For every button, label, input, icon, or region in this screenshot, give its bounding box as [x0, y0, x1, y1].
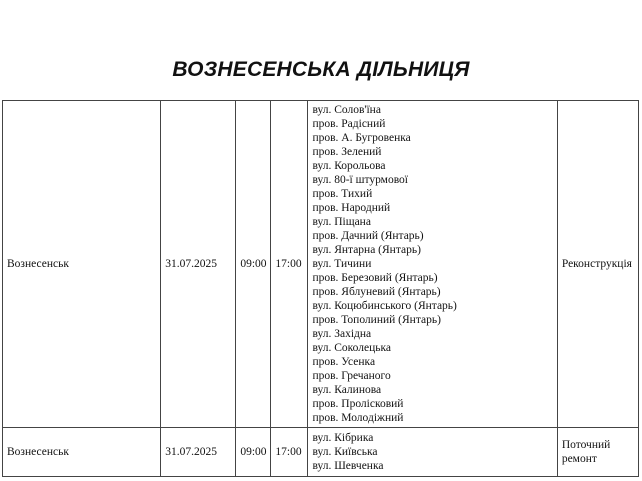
- street-item: пров. Усенка: [312, 356, 376, 368]
- street-item: пров. Народний: [312, 202, 391, 214]
- work-type-cell: [557, 428, 638, 477]
- street-item: вул. Коцюбинського (Янтарь): [312, 300, 457, 312]
- street-item: пров. Молодіжний: [312, 412, 404, 424]
- table-row: [3, 101, 639, 428]
- street-item: пров. Тихий: [312, 188, 373, 200]
- streets-cell: [308, 428, 557, 477]
- start-time-text: 09:00: [240, 258, 267, 270]
- end-time-cell: [271, 101, 308, 428]
- street-item: пров. Радісний: [312, 118, 386, 130]
- street-item: пров. Гречаного: [312, 370, 391, 382]
- street-item: вул. Шевченка: [312, 460, 384, 472]
- work-type-text: Поточний ремонт: [561, 439, 611, 465]
- date-cell: [161, 101, 236, 428]
- street-item: вул. Соколецька: [312, 342, 391, 354]
- street-item: пров. Зелений: [312, 146, 382, 158]
- street-item: пров. А. Бугровенка: [312, 132, 411, 144]
- city-text: Вознесенськ: [7, 446, 69, 458]
- end-time-cell: [271, 428, 308, 477]
- city-cell: [3, 101, 161, 428]
- city-text: Вознесенськ: [7, 258, 69, 270]
- streets-cell: [308, 101, 557, 428]
- document-title: ВОЗНЕСЕНСЬКА ДІЛЬНИЦЯ: [172, 58, 470, 81]
- start-time-cell: [236, 101, 271, 428]
- end-time-text: 17:00: [275, 258, 302, 270]
- street-item: вул. Калинова: [312, 384, 382, 396]
- street-item: вул. Корольова: [312, 160, 386, 172]
- street-item: вул. Західна: [312, 328, 372, 340]
- work-type-text: Реконструкція: [561, 258, 632, 270]
- street-item: пров. Яблуневий (Янтарь): [312, 286, 441, 298]
- street-item: пров. Тополиний (Янтарь): [312, 314, 441, 326]
- street-item: вул. Піщана: [312, 216, 371, 228]
- table-row: [3, 428, 639, 477]
- end-time-text: 17:00: [275, 446, 302, 458]
- start-time-text: 09:00: [240, 446, 267, 458]
- date-text: 31.07.2025: [165, 258, 217, 270]
- street-item: вул. Солов'їна: [312, 104, 381, 116]
- outage-schedule-table: [2, 100, 639, 477]
- street-item: вул. Янтарна (Янтарь): [312, 244, 421, 256]
- street-item: пров. Березовий (Янтарь): [312, 272, 438, 284]
- street-item: пров. Дачний (Янтарь): [312, 230, 424, 242]
- street-item: вул. Тичини: [312, 258, 372, 270]
- street-item: вул. Кібрика: [312, 432, 374, 444]
- street-item: вул. Київська: [312, 446, 378, 458]
- date-cell: [161, 428, 236, 477]
- work-type-cell: [557, 101, 638, 428]
- city-cell: [3, 428, 161, 477]
- start-time-cell: [236, 428, 271, 477]
- street-item: пров. Пролісковий: [312, 398, 404, 410]
- date-text: 31.07.2025: [165, 446, 217, 458]
- street-item: вул. 80-ї штурмової: [312, 174, 408, 186]
